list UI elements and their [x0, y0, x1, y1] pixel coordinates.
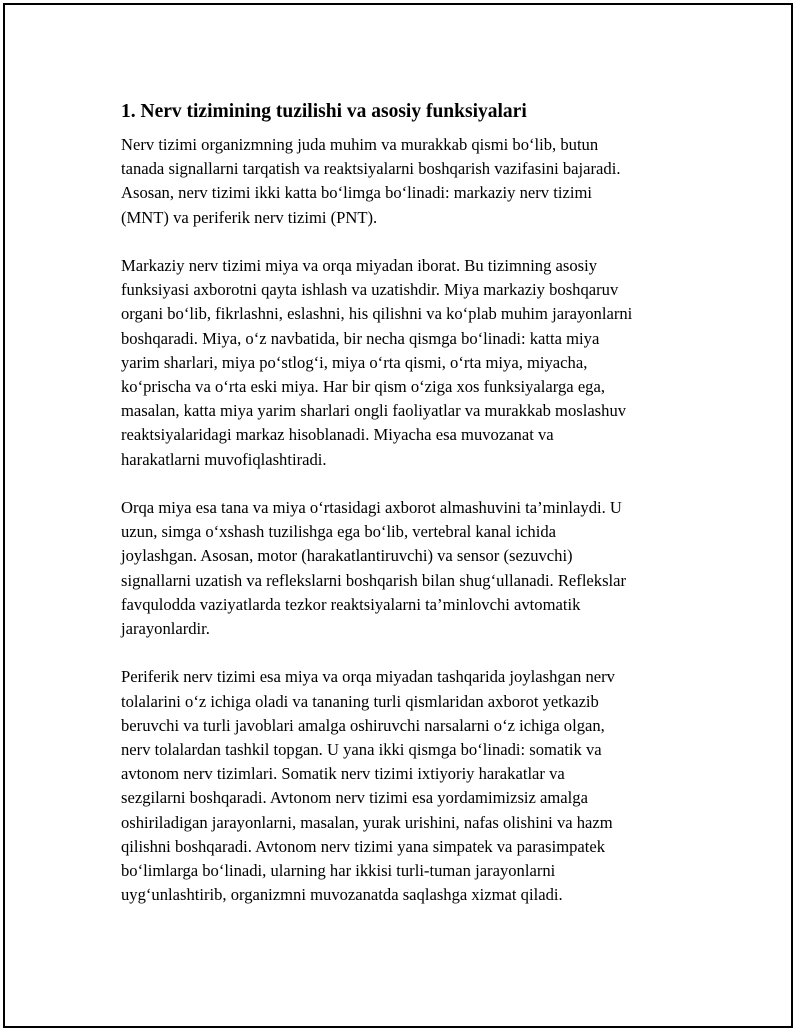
- text-line: reaktsiyalaridagi markaz hisoblanadi. Miyacha esa muvozanat va: [121, 425, 554, 445]
- text-line: oshiriladigan jarayonlarni, masalan, yurak urishini, nafas olishini va hazm: [121, 812, 613, 832]
- text-line: Asosan, nerv tizimi ikki katta bo‘limga bo‘linadi: markaziy nerv tizimi: [121, 183, 592, 203]
- text-line: ko‘prischa va o‘rta eski miya. Har bir qism o‘ziga xos funksiyalarga ega,: [121, 377, 605, 397]
- text-line: tolalarini o‘z ichiga oladi va tananing turli qismlaridan axborot yetkazib: [121, 691, 599, 711]
- text-line: funksiyasi axborotni qayta ishlash va uzatishdir. Miya markaziy boshqaruv: [121, 280, 619, 300]
- text-line: boshqaradi. Miya, o‘z navbatida, bir necha qismga bo‘linadi: katta miya: [121, 328, 600, 348]
- paragraph-intro: [121, 133, 701, 230]
- page-frame: [3, 3, 793, 1028]
- text-line: organi bo‘lib, fikrlashni, eslashni, his qilishni va ko‘plab muhim jarayonlarni: [121, 304, 633, 324]
- text-line: sezgilarni boshqaradi. Avtonom nerv tizimi esa yordamimizsiz amalga: [121, 788, 588, 808]
- paragraph-central-nervous-system: [121, 254, 701, 472]
- text-line: qilishni boshqaradi. Avtonom nerv tizimi yana simpatek va parasimpatek: [121, 836, 606, 856]
- text-line: Orqa miya esa tana va miya o‘rtasidagi axborot almashuvini ta’minlaydi. U: [121, 498, 622, 518]
- text-line: tanada signallarni tarqatish va reaktsiyalarni boshqarish vazifasini bajaradi.: [121, 159, 621, 179]
- text-line: (MNT) va periferik nerv tizimi (PNT).: [121, 207, 378, 227]
- paragraph-peripheral-nervous-system: [121, 665, 701, 907]
- text-line: uzun, simga o‘xshash tuzilishga ega bo‘lib, vertebral kanal ichida: [121, 522, 556, 542]
- section-heading: 1. Nerv tizimining tuzilishi va asosiy funksiyalari: [121, 101, 527, 122]
- text-line: masalan, katta miya yarim sharlari ongli faoliyatlar va murakkab moslashuv: [121, 401, 627, 421]
- text-line: favqulodda vaziyatlarda tezkor reaktsiyalarni ta’minlovchi avtomatik: [121, 594, 581, 614]
- text-line: harakatlarni muvofiqlashtiradi.: [121, 449, 327, 469]
- text-line: Periferik nerv tizimi esa miya va orqa miyadan tashqarida joylashgan nerv: [121, 667, 615, 687]
- text-line: avtonom nerv tizimlari. Somatik nerv tizimi ixtiyoriy harakatlar va: [121, 764, 565, 784]
- text-line: signallarni uzatish va reflekslarni boshqarish bilan shug‘ullanadi. Reflekslar: [121, 570, 627, 590]
- text-line: yarim sharlari, miya po‘stlog‘i, miya o‘rta qismi, o‘rta miya, miyacha,: [121, 352, 588, 372]
- text-line: bo‘limlarga bo‘linadi, ularning har ikkisi turli-tuman jarayonlarni: [121, 861, 556, 881]
- document-body: [121, 97, 701, 932]
- text-line: beruvchi va turli javoblari amalga oshiruvchi narsalarni o‘z ichiga olgan,: [121, 715, 605, 735]
- paragraph-spinal-cord: [121, 496, 701, 641]
- text-line: Nerv tizimi organizmning juda muhim va murakkab qismi bo‘lib, butun: [121, 135, 599, 154]
- text-line: jarayonlardir.: [121, 619, 210, 639]
- text-line: joylashgan. Asosan, motor (harakatlantiruvchi) va sensor (sezuvchi): [121, 546, 573, 566]
- text-line: uyg‘unlashtirib, organizmni muvozanatda saqlashga xizmat qiladi.: [121, 885, 563, 905]
- text-line: nerv tolalardan tashkil topgan. U yana ikki qismga bo‘linadi: somatik va: [121, 740, 602, 760]
- text-line: Markaziy nerv tizimi miya va orqa miyadan iborat. Bu tizimning asosiy: [121, 256, 598, 275]
